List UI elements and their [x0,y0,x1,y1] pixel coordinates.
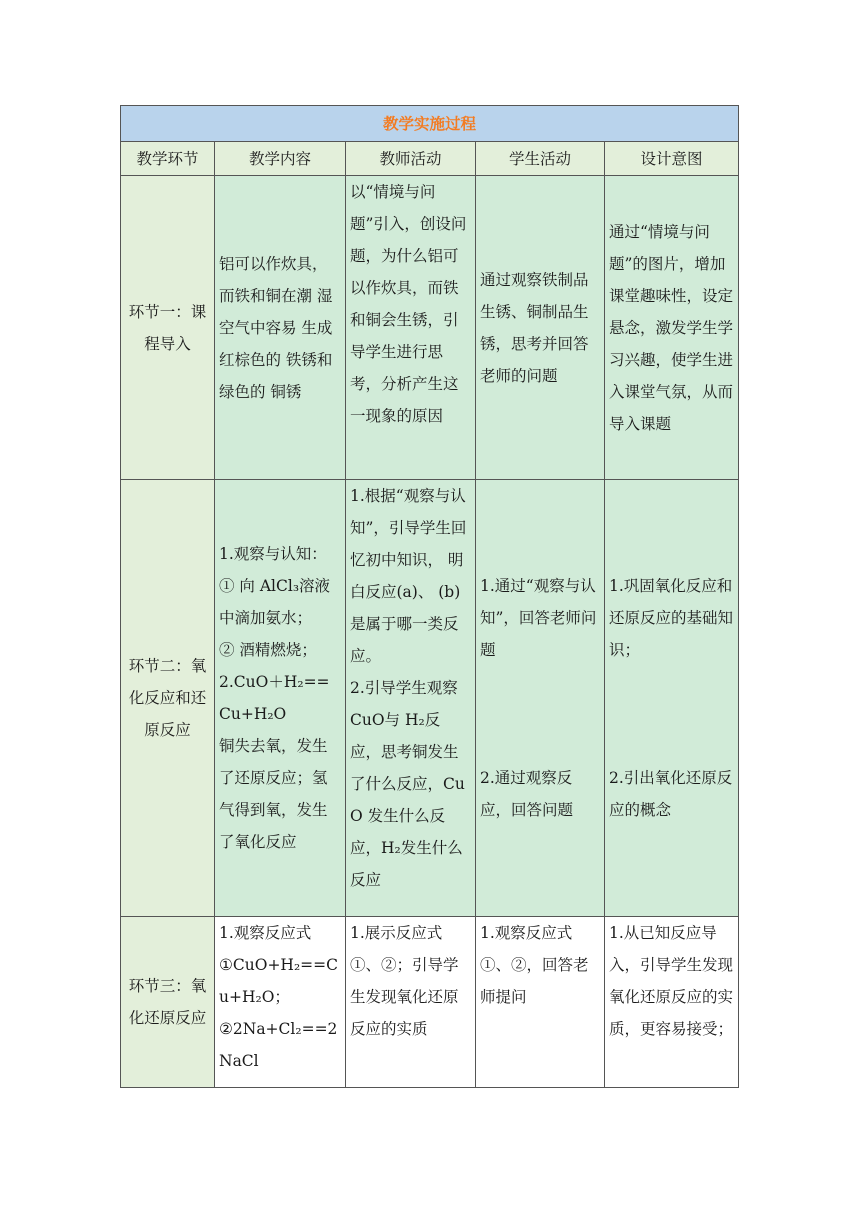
header-stage: 教学环节 [121,142,215,176]
student-cell: 1.通过“观察与认知”，回答老师问题 2.通过观察反应，回答问题 [476,480,605,917]
header-intent: 设计意图 [605,142,739,176]
stage-cell: 环节一：课程导入 [121,176,215,480]
stage-cell: 环节三：氧化还原反应 [121,917,215,1088]
student-cell: 通过观察铁制品生锈、铜制品生锈，思考并回答老师的问题 [476,176,605,480]
teacher-cell: 以“情境与问题”引入，创设问题，为什么铝可以作炊具，而铁和铜会生锈，引导学生进行思考，分析产生这一现象的原因 [346,176,476,480]
intent-cell: 1.从已知反应导入，引导学生发现氧化还原反应的实质，更容易接受； [605,917,739,1088]
header-teacher: 教师活动 [346,142,476,176]
table-row [121,176,739,480]
header-student: 学生活动 [476,142,605,176]
header-content: 教学内容 [215,142,346,176]
table-title: 教学实施过程 [121,106,739,142]
teaching-process-table [120,105,739,1088]
table-row [121,480,739,917]
intent-cell: 通过“情境与问题”的图片，增加课堂趣味性，设定悬念，激发学生学习兴趣，使学生进入课堂气氛，从而导入课题 [605,176,739,480]
content-cell: 1.观察反应式 ①CuO+H₂==Cu+H₂O； ②2Na+Cl₂==2NaCl [215,917,346,1088]
content-cell: 铝可以作炊具，而铁和铜在潮 湿空气中容易 生成红棕色的 铁锈和绿色的 铜锈 [215,176,346,480]
intent-cell: 1.巩固氧化反应和还原反应的基础知识； 2.引出氧化还原反应的概念 [605,480,739,917]
teacher-cell: 1.展示反应式①、②；引导学生发现氧化还原反应的实质 [346,917,476,1088]
table-header-row [121,142,739,176]
stage-cell: 环节二：氧化反应和还原反应 [121,480,215,917]
content-cell: 1.观察与认知： ① 向 AlCl₃溶液中滴加氨水； ② 酒精燃烧； 2.CuO＋H₂==Cu+H₂O 铜失去氧，发生了还原反应；氢气得到氧，发生了氧化反应 [215,480,346,917]
student-cell: 1.观察反应式①、②，回答老师提问 [476,917,605,1088]
table-row [121,917,739,1088]
teacher-cell: 1.根据“观察与认知”，引导学生回忆初中知识， 明白反应(a)、 (b)是属于哪一类反应。 2.引导学生观察 CuO与 H₂反 应，思考铜发生了什么反应，CuO 发生什么反应，H₂发生什么反应 [346,480,476,917]
